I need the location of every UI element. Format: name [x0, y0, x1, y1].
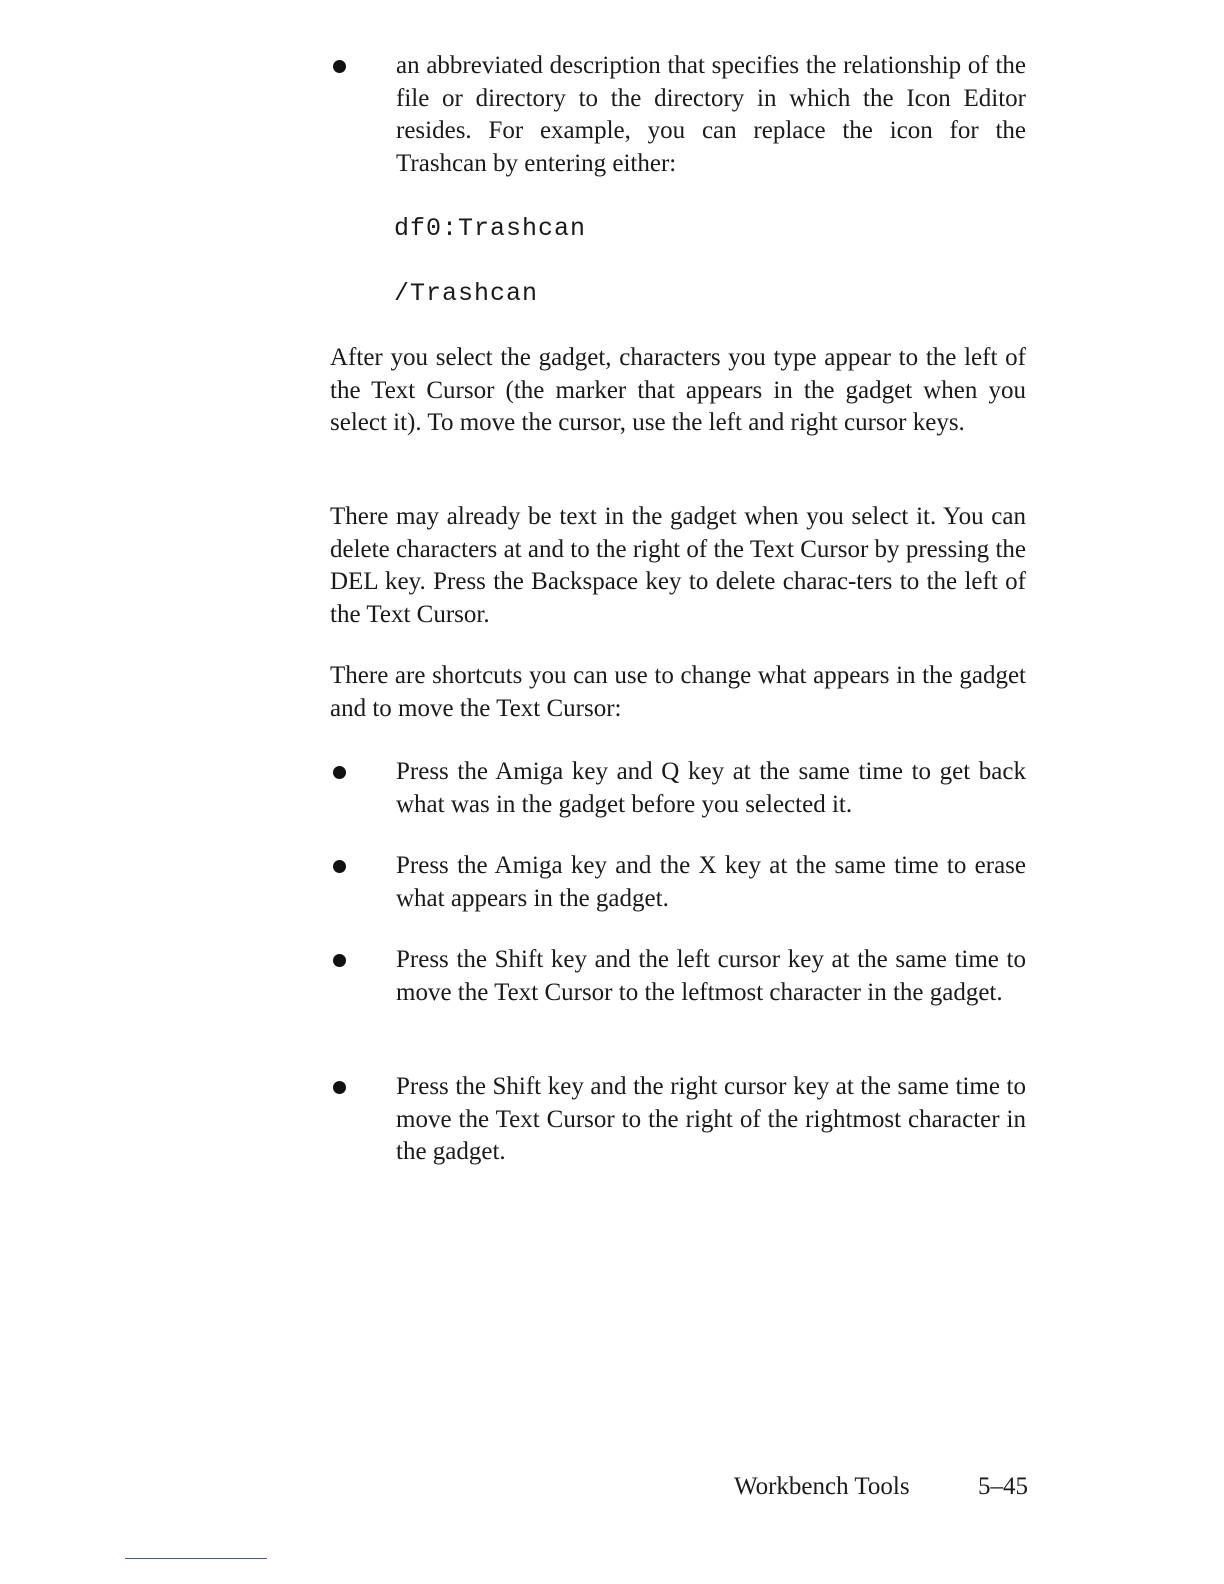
- page-number: 5–45: [978, 1473, 1028, 1500]
- code-example-drive-path: df0:Trashcan: [394, 214, 587, 243]
- bullet-icon: [333, 1081, 346, 1094]
- intro-bullet-text: an abbreviated description that specifies the relationship of the file or directory to the directory in which the Icon Editor resides. For example, you can replace the icon for the Trashcan by entering either:: [396, 52, 1026, 177]
- bullet-icon: [333, 954, 346, 967]
- scan-divider-line: [125, 1558, 267, 1559]
- code-example-relative-path: /Trashcan: [394, 279, 539, 308]
- shortcut-shift-left-text: Press the Shift key and the left cursor key at the same time to move the Text Cursor to the leftmost character in the gadget.: [396, 946, 1026, 1006]
- paragraph-delete-keys: There may already be text in the gadget when you select it. You can delete characters at and to the right of the Text Cursor by pressing the DEL key. Press the Backspace key to delete charac-ters to the left of the Text Cursor.: [330, 503, 1026, 628]
- paragraph-shortcuts-intro: There are shortcuts you can use to change what appears in the gadget and to move the Text Cursor:: [330, 662, 1026, 722]
- footer-section-title: Workbench Tools: [734, 1473, 910, 1500]
- shortcut-amiga-x-text: Press the Amiga key and the X key at the same time to erase what appears in the gadget.: [396, 852, 1026, 912]
- bullet-icon: [333, 766, 346, 779]
- shortcut-shift-right-text: Press the Shift key and the right cursor key at the same time to move the Text Cursor to the right of the rightmost character in the gadget.: [396, 1073, 1026, 1165]
- shortcut-amiga-q-text: Press the Amiga key and Q key at the same time to get back what was in the gadget before you selected it.: [396, 758, 1026, 818]
- bullet-icon: [333, 860, 346, 873]
- paragraph-text-cursor: After you select the gadget, characters you type appear to the left of the Text Cursor (the marker that appears in the gadget when you select it). To move the cursor, use the left and right cursor keys.: [330, 344, 1026, 436]
- bullet-icon: [333, 60, 346, 73]
